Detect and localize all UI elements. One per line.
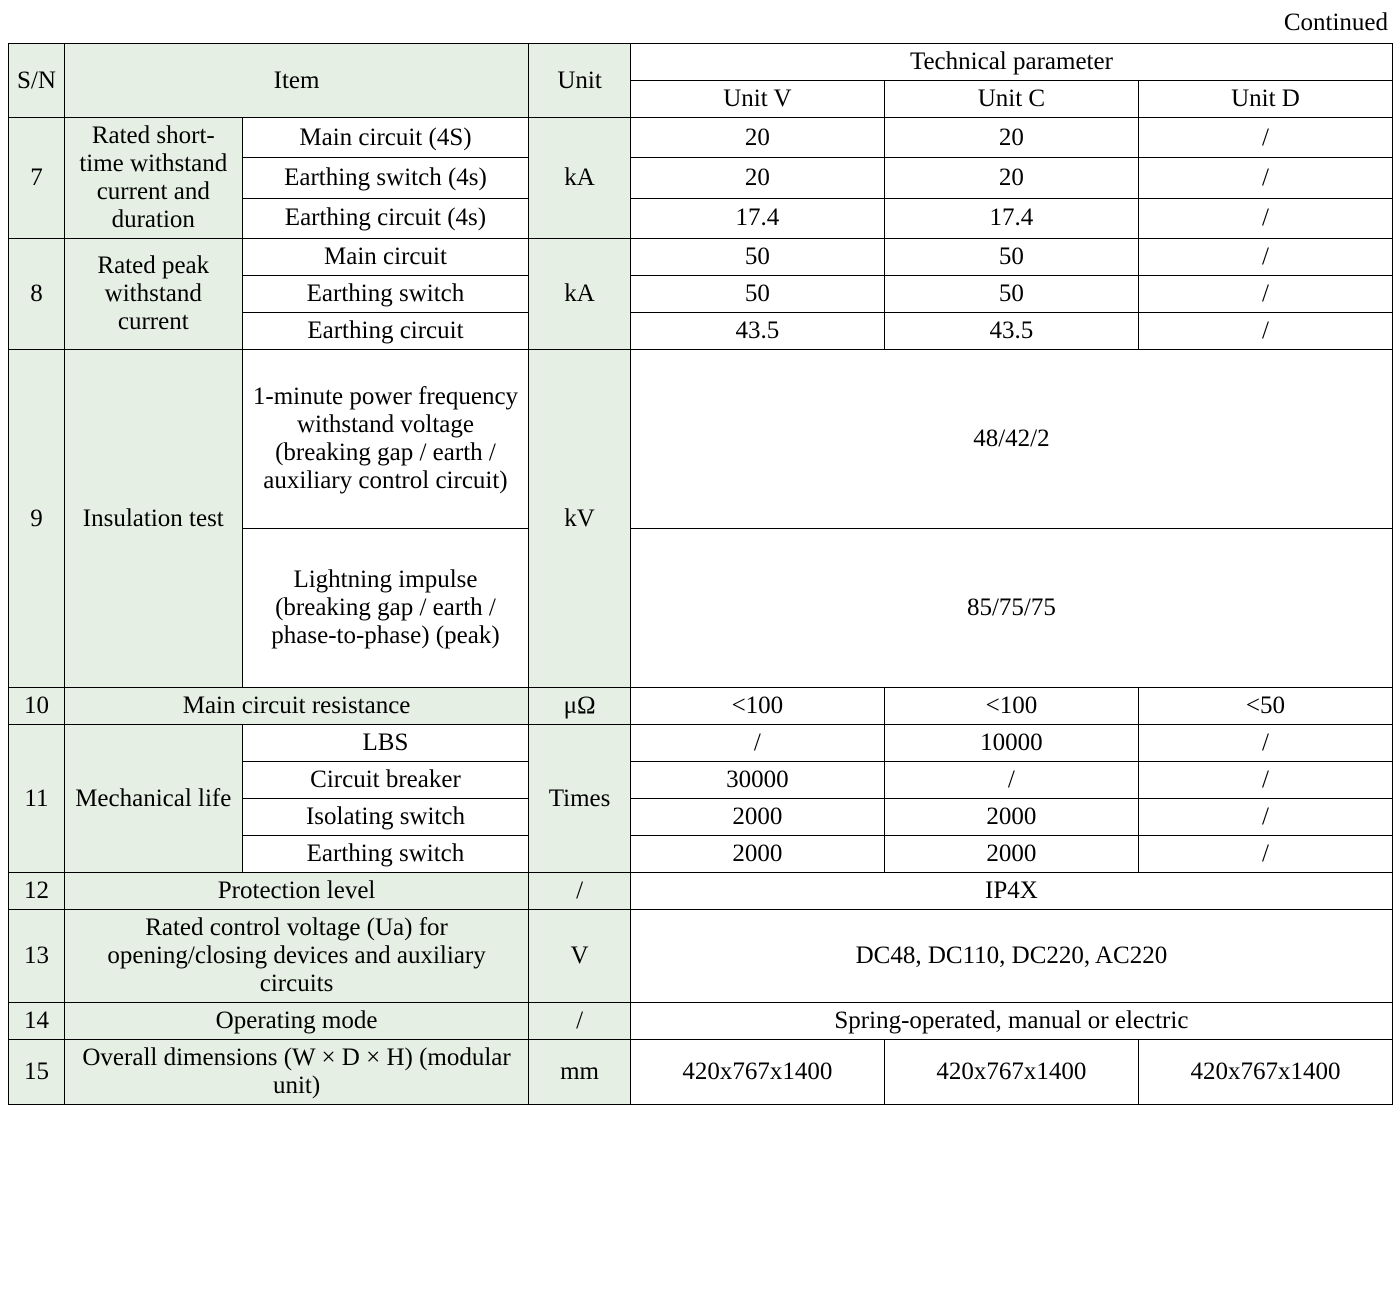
table-row: [9, 239, 1393, 276]
row-unit: mm: [529, 1040, 631, 1105]
header-item: Item: [64, 44, 528, 118]
table-row: [9, 725, 1393, 762]
table-row: [9, 1003, 1393, 1040]
value-unit-c: <100: [884, 688, 1138, 725]
value-unit-v: 30000: [630, 762, 884, 799]
value-unit-c: 2000: [884, 836, 1138, 873]
row-sn: 10: [9, 688, 65, 725]
row-unit: kA: [529, 118, 631, 239]
value-unit-d: 420x767x1400: [1138, 1040, 1392, 1105]
row-sn: 11: [9, 725, 65, 873]
header-sn: S/N: [9, 44, 65, 118]
value-unit-v: <100: [630, 688, 884, 725]
row-subitem: Earthing circuit (4s): [242, 198, 529, 238]
continued-note: Continued: [1283, 9, 1388, 36]
row-item: Operating mode: [64, 1003, 528, 1040]
value-unit-d: <50: [1138, 688, 1392, 725]
row-unit: /: [529, 1003, 631, 1040]
value-unit-d: /: [1138, 239, 1392, 276]
value-unit-v: 43.5: [630, 313, 884, 350]
value-merged: 85/75/75: [630, 529, 1392, 688]
row-sn: 14: [9, 1003, 65, 1040]
value-unit-v: 20: [630, 158, 884, 198]
row-subitem: LBS: [242, 725, 529, 762]
value-unit-v: 2000: [630, 836, 884, 873]
value-unit-d: /: [1138, 198, 1392, 238]
table-row: [9, 350, 1393, 529]
value-unit-c: 20: [884, 118, 1138, 158]
row-subitem: Earthing switch: [242, 836, 529, 873]
row-subitem: Circuit breaker: [242, 762, 529, 799]
value-unit-c: 20: [884, 158, 1138, 198]
value-unit-v: 50: [630, 276, 884, 313]
value-unit-v: /: [630, 725, 884, 762]
value-unit-v: 50: [630, 239, 884, 276]
row-sn: 15: [9, 1040, 65, 1105]
row-unit: Times: [529, 725, 631, 873]
value-unit-c: /: [884, 762, 1138, 799]
row-unit: kA: [529, 239, 631, 350]
value-unit-d: /: [1138, 762, 1392, 799]
value-unit-d: /: [1138, 836, 1392, 873]
value-unit-d: /: [1138, 118, 1392, 158]
table-row: [9, 118, 1393, 158]
row-subitem: Main circuit (4S): [242, 118, 529, 158]
value-unit-c: 2000: [884, 799, 1138, 836]
value-unit-v: 2000: [630, 799, 884, 836]
table-header-row-1: [9, 44, 1393, 81]
row-unit: /: [529, 873, 631, 910]
row-subitem: Main circuit: [242, 239, 529, 276]
value-unit-d: /: [1138, 158, 1392, 198]
table-row: [9, 873, 1393, 910]
value-unit-c: 17.4: [884, 198, 1138, 238]
header-unit-c: Unit C: [884, 81, 1138, 118]
row-unit: V: [529, 910, 631, 1003]
row-subitem: Isolating switch: [242, 799, 529, 836]
row-subitem: Earthing switch: [242, 276, 529, 313]
value-unit-c: 50: [884, 239, 1138, 276]
row-sn: 7: [9, 118, 65, 239]
value-unit-v: 20: [630, 118, 884, 158]
row-item: Rated short-time withstand current and duration: [64, 118, 242, 239]
row-unit: kV: [529, 350, 631, 688]
value-merged: IP4X: [630, 873, 1392, 910]
row-item: Mechanical life: [64, 725, 242, 873]
value-merged: 48/42/2: [630, 350, 1392, 529]
row-item: Protection level: [64, 873, 528, 910]
row-item: Overall dimensions (W × D × H) (modular unit): [64, 1040, 528, 1105]
value-unit-c: 50: [884, 276, 1138, 313]
row-sn: 12: [9, 873, 65, 910]
table-row: [9, 688, 1393, 725]
row-sn: 9: [9, 350, 65, 688]
value-unit-d: /: [1138, 276, 1392, 313]
technical-parameter-table: [8, 43, 1393, 1105]
row-subitem: 1-minute power frequency withstand voltage (breaking gap / earth / auxiliary control circuit): [242, 350, 529, 529]
row-item: Rated peak withstand current: [64, 239, 242, 350]
row-sn: 8: [9, 239, 65, 350]
row-subitem: Earthing switch (4s): [242, 158, 529, 198]
row-item: Rated control voltage (Ua) for opening/closing devices and auxiliary circuits: [64, 910, 528, 1003]
value-unit-d: /: [1138, 799, 1392, 836]
row-unit: μΩ: [529, 688, 631, 725]
table-row: [9, 910, 1393, 1003]
header-unit: Unit: [529, 44, 631, 118]
row-item: Insulation test: [64, 350, 242, 688]
value-merged: DC48, DC110, DC220, AC220: [630, 910, 1392, 1003]
value-unit-c: 10000: [884, 725, 1138, 762]
row-subitem: Lightning impulse (breaking gap / earth / phase-to-phase) (peak): [242, 529, 529, 688]
value-unit-c: 420x767x1400: [884, 1040, 1138, 1105]
header-technical-parameter: Technical parameter: [630, 44, 1392, 81]
header-unit-v: Unit V: [630, 81, 884, 118]
value-unit-c: 43.5: [884, 313, 1138, 350]
header-unit-d: Unit D: [1138, 81, 1392, 118]
value-unit-v: 17.4: [630, 198, 884, 238]
value-unit-d: /: [1138, 725, 1392, 762]
row-sn: 13: [9, 910, 65, 1003]
value-unit-d: /: [1138, 313, 1392, 350]
value-merged: Spring-operated, manual or electric: [630, 1003, 1392, 1040]
row-subitem: Earthing circuit: [242, 313, 529, 350]
value-unit-v: 420x767x1400: [630, 1040, 884, 1105]
table-row: [9, 1040, 1393, 1105]
row-item: Main circuit resistance: [64, 688, 528, 725]
